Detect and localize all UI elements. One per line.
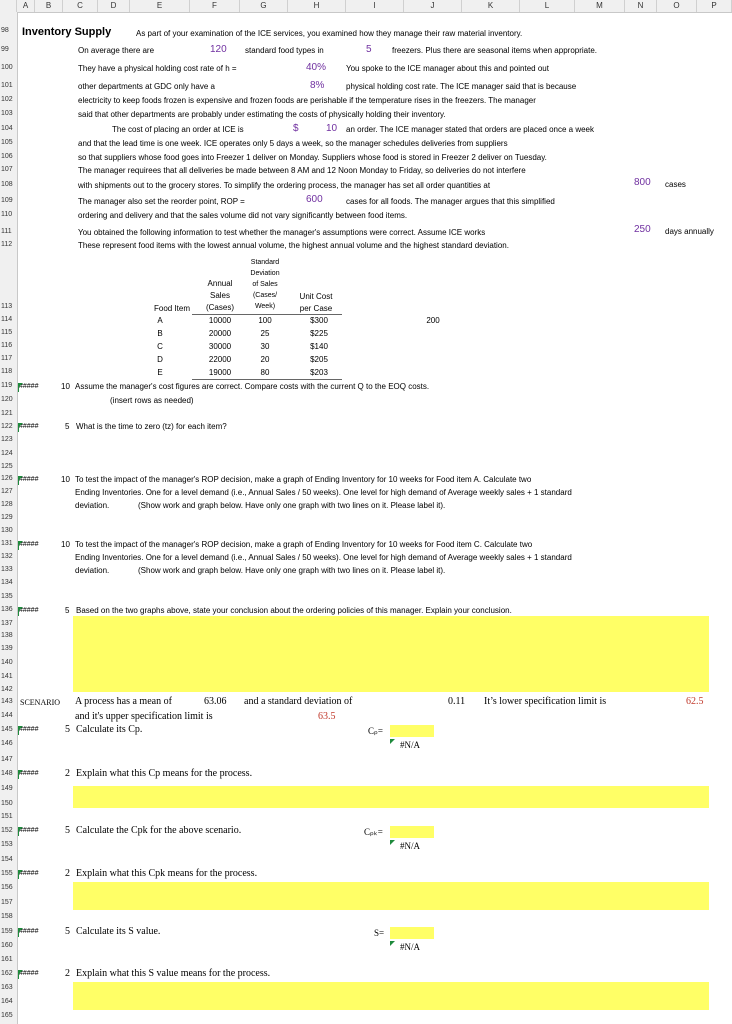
points-cell[interactable]: ##### [19,770,39,777]
question-text: Assume the manager's cost figures are correct. Compare costs with the current Q to the EOQ costs. [75,382,430,391]
column-header-e[interactable]: E [130,0,190,12]
annual-sales-cell[interactable]: 20000 [208,329,232,338]
intro-text: As part of your examination of the ICE services, you examined how they manage their raw material inventory. [136,29,523,38]
row-header[interactable]: 158 [1,913,13,920]
row-header[interactable]: 135 [1,593,13,600]
question-text: To test the impact of the manager's ROP decision, make a graph of Ending Inventory for 10 weeks for Food item A. Calculate two [75,475,532,484]
std-dev-cell[interactable]: 100 [258,316,272,325]
points-cell[interactable]: ##### [19,870,39,877]
question-text: Explain what this Cp means for the process. [76,768,253,779]
question-text: Ending Inventories. One for a level demand (i.e., Annual Sales / 50 weeks). One level for high demand of Average weekly sales + 1 standard [75,553,572,562]
row-header[interactable]: 138 [1,632,13,639]
column-header-c[interactable]: C [63,0,98,12]
question-text: deviation. [75,566,110,575]
std-header-1: Standard [250,259,280,266]
column-header-i[interactable]: I [346,0,404,12]
std-dev-cell[interactable]: 80 [260,368,270,377]
cpk-input-cell[interactable] [390,826,434,838]
cp-input-cell[interactable] [390,725,434,737]
question-text: What is the time to zero (tz) for each item? [76,422,227,431]
text-line: said that other departments are probably under estimating the costs of physically holding their inventory. [78,110,446,119]
row-header[interactable]: 130 [1,527,13,534]
row-header[interactable]: 160 [1,942,13,949]
row-header[interactable]: 142 [1,686,13,693]
column-header-m[interactable]: M [575,0,625,12]
freezers-value: 5 [366,44,372,55]
question-points: 10 [61,382,70,391]
scenario-text: and it's upper specification limit is [75,711,213,722]
column-header-l[interactable]: L [520,0,575,12]
row-header[interactable]: 137 [1,620,13,627]
row-header[interactable]: 113 [1,303,13,310]
text-line: an order. The ICE manager stated that orders are placed once a week [346,125,594,134]
text-line: freezers. Plus there are seasonal items when appropriate. [392,46,597,55]
s-result[interactable]: #N/A [400,942,420,952]
question-points: 10 [61,475,70,484]
row-header[interactable]: 141 [1,673,13,680]
row-header[interactable]: 99 [1,46,9,53]
std-header-3: of Sales [252,281,278,288]
order-cost-currency: $ [293,123,299,134]
column-header-j[interactable]: J [404,0,462,12]
usl-value: 63.5 [318,711,336,722]
error-indicator [390,840,395,845]
row-header[interactable]: 123 [1,436,13,443]
text-line: The cost of placing an order at ICE is [112,125,244,134]
row-header[interactable]: 109 [1,197,13,204]
column-header-n[interactable]: N [625,0,657,12]
cp-label: Cₚ= [368,726,383,736]
question-text: To test the impact of the manager's ROP decision, make a graph of Ending Inventory for 10 weeks for Food item C. Calculate two [75,540,533,549]
unit-cost-cell[interactable]: $300 [310,316,328,325]
annual-sales-cell[interactable]: 10000 [208,316,232,325]
row-header[interactable]: 134 [1,579,13,586]
row-header[interactable]: 105 [1,139,13,146]
std-dev-cell[interactable]: 30 [260,342,270,351]
points-cell[interactable]: ##### [19,827,39,834]
text-line: On average there are [78,46,155,55]
column-header-p[interactable]: P [697,0,732,12]
instruction-text: (insert rows as needed) [110,396,194,405]
work-days-unit: days annually [665,227,714,236]
row-header[interactable]: 129 [1,514,13,521]
row-header[interactable]: 119 [1,382,13,389]
row-header[interactable]: 117 [1,355,13,362]
annual-header-2: Sales [209,291,230,300]
points-cell[interactable]: ##### [19,726,39,733]
row-header[interactable]: 150 [1,800,13,807]
question-points: 2 [65,968,70,979]
row-header[interactable]: 156 [1,884,13,891]
food-item-cell[interactable]: B [157,329,163,338]
text-line: cases for all foods. The manager argues that this simplified [346,197,555,206]
rop-value: 600 [306,194,323,205]
points-cell[interactable]: ##### [19,476,39,483]
row-header[interactable]: 136 [1,606,13,613]
error-indicator [390,941,395,946]
column-header-b[interactable]: B [35,0,63,12]
scenario-label: SCENARIO [20,698,61,707]
row-header[interactable]: 102 [1,96,13,103]
unit-cost-cell[interactable]: $140 [310,342,328,351]
row-header[interactable]: 114 [1,316,13,323]
text-line: and that the lead time is one week. ICE operates only 5 days a week, so the manager schedules deliveries from suppliers [78,139,508,148]
question-points: 10 [61,540,70,549]
text-line: You obtained the following information to test whether the manager's assumptions were correct. Assume ICE works [78,228,486,237]
row-header[interactable]: 163 [1,984,13,991]
text-line: with shipments out to the grocery stores. To simplify the ordering process, the manager has set all order quantities at [78,181,491,190]
points-cell[interactable]: ##### [19,423,39,430]
text-line: The manager also set the reorder point, ROP = [78,197,245,206]
table-bottom-border [192,379,342,380]
row-header[interactable]: 104 [1,125,13,132]
row-header[interactable]: 151 [1,813,13,820]
answer-area[interactable] [73,786,709,808]
std-header-2: Deviation [250,270,280,277]
holding-rate-value: 40% [306,62,327,73]
points-cell[interactable]: ##### [19,928,39,935]
row-header[interactable]: 107 [1,166,13,173]
row-header[interactable]: 165 [1,1012,13,1019]
column-header-g[interactable]: G [240,0,288,12]
lsl-value: 62.5 [686,696,704,707]
question-text: deviation. [75,501,110,510]
extra-value-cell[interactable]: 200 [426,316,440,325]
text-line: standard food types in [245,46,324,55]
row-header[interactable]: 115 [1,329,13,336]
unit-cost-cell[interactable]: $205 [310,355,328,364]
question-points: 5 [65,422,70,431]
unit-cost-cell[interactable]: $225 [310,329,328,338]
annual-sales-cell[interactable]: 30000 [208,342,232,351]
food-item-cell[interactable]: D [157,355,163,364]
question-text: Calculate the Cpk for the above scenario. [76,825,242,836]
scenario-text: It’s lower specification limit is [484,696,607,707]
row-header[interactable]: 152 [1,827,13,834]
text-line: They have a physical holding cost rate of h = [78,64,237,73]
question-points: 5 [65,724,70,735]
row-header[interactable]: 149 [1,785,13,792]
question-points: 2 [65,868,70,879]
std-header-5: Week) [254,303,276,310]
question-points: 2 [65,768,70,779]
row-header[interactable]: 145 [1,726,13,733]
question-text: Based on the two graphs above, state your conclusion about the ordering policies of this manager. Explain your conclusion. [76,606,512,615]
row-header[interactable]: 144 [1,712,13,719]
points-cell[interactable]: ##### [19,541,39,548]
s-input-cell[interactable] [390,927,434,939]
text-line: ordering and delivery and that the sales volume did not vary significantly between food items. [78,211,408,220]
text-line: physical holding cost rate. The ICE manager said that is because [346,82,577,91]
question-text: Calculate its Cp. [76,724,143,735]
question-text: Explain what this S value means for the process. [76,968,271,979]
row-header[interactable]: 157 [1,899,13,906]
row-header[interactable]: 116 [1,342,13,349]
row-header[interactable]: 148 [1,770,13,777]
row-header[interactable]: 111 [1,228,12,235]
row-header[interactable]: 121 [1,410,13,417]
scenario-text: A process has a mean of [75,696,172,707]
food-item-cell[interactable]: C [157,342,163,351]
row-header[interactable]: 108 [1,181,13,188]
column-header-h[interactable]: H [288,0,346,12]
column-header-k[interactable]: K [462,0,520,12]
points-cell[interactable]: ##### [19,383,39,390]
row-header[interactable]: 164 [1,998,13,1005]
cp-result[interactable]: #N/A [400,740,420,750]
row-header[interactable]: 112 [1,241,13,248]
cost-header-2: per Case [299,304,333,313]
text-line: so that suppliers whose food goes into Freezer 1 deliver on Monday. Suppliers whose food is stored in Freezer 2 deliver on Tuesday. [78,153,547,162]
column-header-o[interactable]: O [657,0,697,12]
other-rate-value: 8% [310,80,325,91]
header-underline [192,314,342,315]
answer-area[interactable] [73,982,709,1010]
error-indicator [390,739,395,744]
question-text: Calculate its S value. [76,926,161,937]
work-days-value: 250 [634,224,651,235]
food-item-header: Food Item [153,304,190,313]
row-header[interactable]: 140 [1,659,13,666]
mean-value: 63.06 [204,696,227,707]
row-header[interactable]: 161 [1,956,13,963]
row-header[interactable]: 106 [1,153,13,160]
annual-header-1: Annual [207,279,233,288]
row-header[interactable]: 159 [1,928,13,935]
column-header-d[interactable]: D [98,0,130,12]
cost-header-1: Unit Cost [299,292,333,301]
question-text: Ending Inventories. One for a level demand (i.e., Annual Sales / 50 weeks). One level for high demand of Average weekly sales + 1 standard [75,488,572,497]
row-header[interactable]: 125 [1,463,13,470]
question-text: (Show work and graph below. Have only one graph with two lines on it. Please label it). [138,501,446,510]
column-header-a[interactable]: A [17,0,35,12]
text-line: You spoke to the ICE manager about this and pointed out [346,64,549,73]
row-header[interactable]: 143 [1,698,13,705]
question-text: (Show work and graph below. Have only one graph with two lines on it. Please label it). [138,566,446,575]
order-quantity-value: 800 [634,177,651,188]
question-points: 5 [65,825,70,836]
annual-sales-cell[interactable]: 22000 [208,355,232,364]
row-header[interactable]: 110 [1,211,13,218]
answer-area[interactable] [73,882,709,910]
select-all-corner[interactable] [0,0,17,12]
text-line: The manager requirees that all deliveries be made between 8 AM and 12 Noon Monday to Friday, so deliveries do not interfere [78,166,526,175]
annual-sales-cell[interactable]: 19000 [208,368,232,377]
points-cell[interactable]: ##### [19,607,39,614]
row-header[interactable]: 98 [1,27,9,34]
scenario-text: and a standard deviation of [244,696,353,707]
row-header[interactable]: 154 [1,856,13,863]
row-header[interactable]: 122 [1,423,13,430]
row-header[interactable]: 124 [1,450,13,457]
row-header[interactable]: 103 [1,110,13,117]
sheet-title: Inventory Supply [22,26,112,38]
row-header[interactable]: 100 [1,64,13,71]
row-header[interactable]: 128 [1,501,13,508]
column-header-bar [0,0,732,13]
row-header[interactable]: 162 [1,970,13,977]
std-dev-cell[interactable]: 20 [260,355,270,364]
row-header[interactable]: 131 [1,540,13,547]
row-header[interactable]: 147 [1,756,13,763]
row-header[interactable]: 153 [1,841,13,848]
row-header[interactable]: 126 [1,475,13,482]
text-line: electricity to keep foods frozen is expensive and frozen foods are perishable if the temperature rises in the freezers. The manager [78,96,536,105]
row-header[interactable]: 132 [1,553,13,560]
food-types-value: 120 [210,44,227,55]
question-points: 5 [65,606,70,615]
text-line: These represent food items with the lowest annual volume, the highest annual volume and the highest standard deviation. [78,241,509,250]
row-header[interactable]: 120 [1,396,13,403]
question-text: Explain what this Cpk means for the process. [76,868,258,879]
annual-header-3: (Cases) [205,303,234,312]
unit-cost-cell[interactable]: $203 [310,368,328,377]
column-header-f[interactable]: F [190,0,240,12]
row-header[interactable]: 146 [1,740,13,747]
text-line: other departments at GDC only have a [78,82,215,91]
row-header[interactable]: 127 [1,488,13,495]
row-header[interactable]: 118 [1,368,13,375]
cpk-result[interactable]: #N/A [400,841,420,851]
row-header[interactable]: 155 [1,870,13,877]
points-cell[interactable]: ##### [19,970,39,977]
std-dev-cell[interactable]: 25 [260,329,270,338]
row-header[interactable]: 101 [1,82,13,89]
food-item-cell[interactable]: A [157,316,163,325]
sd-value: 0.11 [448,696,466,707]
row-header[interactable]: 139 [1,645,13,652]
s-label: S= [374,928,385,938]
order-quantity-unit: cases [665,180,686,189]
std-header-4: (Cases/ [252,292,278,299]
order-cost-value: 10 [326,123,338,134]
cpk-label: Cₚₖ= [364,827,383,837]
answer-area[interactable] [73,616,709,692]
question-points: 5 [65,926,70,937]
food-item-cell[interactable]: E [157,368,163,377]
row-header[interactable]: 133 [1,566,13,573]
